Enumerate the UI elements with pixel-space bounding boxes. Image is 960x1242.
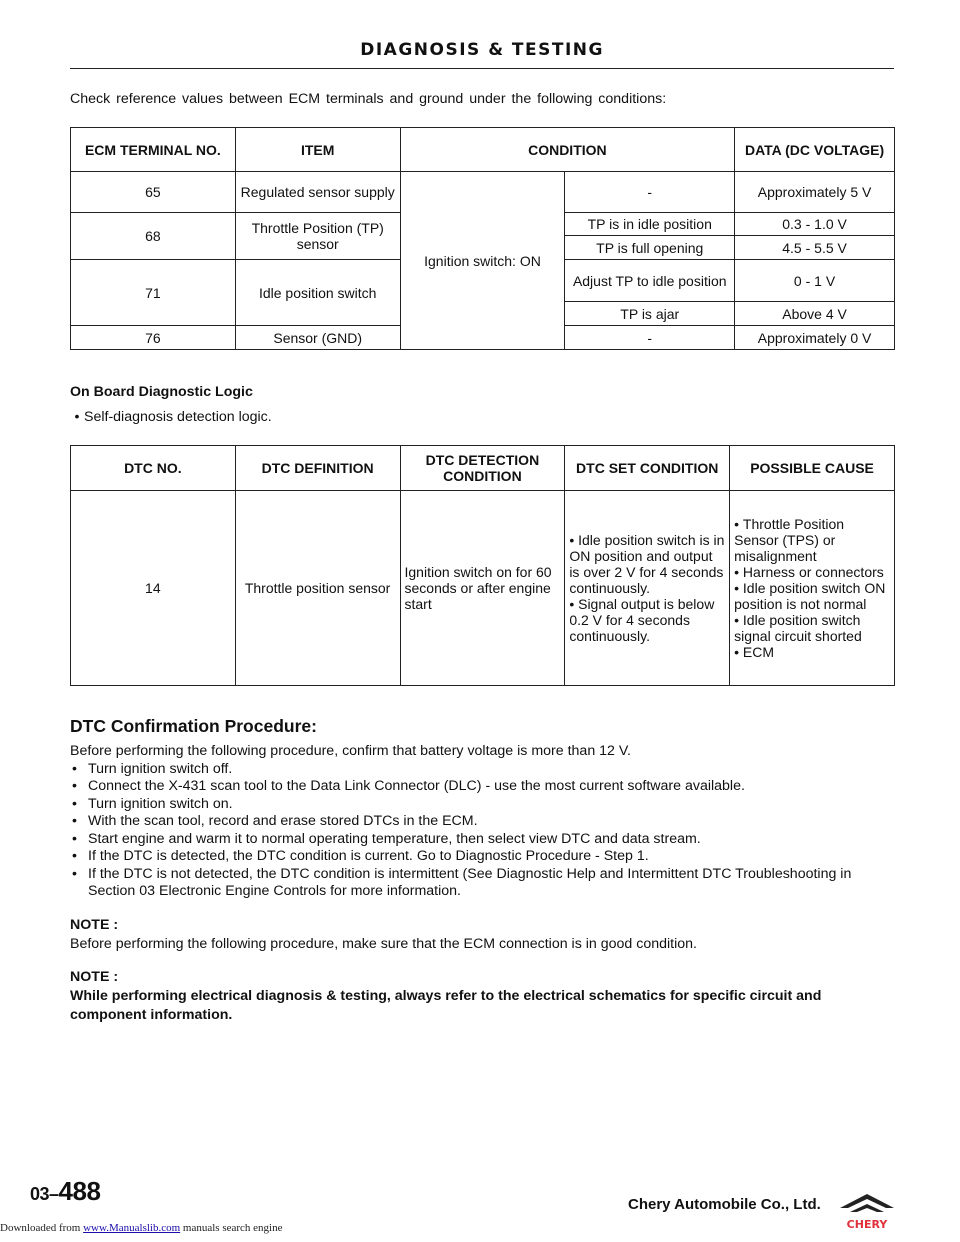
col-header-terminal: ECM TERMINAL NO. — [71, 128, 236, 172]
item-cell: Regulated sensor supply — [235, 172, 400, 213]
terminal-no: 71 — [71, 260, 236, 326]
col-header-dtc-definition: DTC DEFINITION — [235, 446, 400, 491]
dtc-table — [70, 445, 895, 686]
procedure-section — [70, 743, 895, 901]
list-item: • Idle position switch is in ON position and output is over 2 V for 4 seconds continuously. — [569, 532, 725, 596]
list-item: • Throttle Position Sensor (TPS) or misalignment — [734, 516, 845, 564]
dtc-definition-cell: Throttle position sensor — [235, 491, 400, 686]
procedure-intro: Before performing the following procedure, confirm that battery voltage is more than 12 V. — [70, 743, 631, 759]
download-watermark: Downloaded from www.Manualslib.com manuals search engine — [0, 1222, 283, 1234]
list-item: • Turn ignition switch off. — [70, 761, 895, 779]
condition-cell: Adjust TP to idle position — [565, 260, 735, 302]
table-row — [71, 491, 895, 686]
condition-cell: - — [565, 326, 735, 350]
chery-logo-icon — [836, 1190, 898, 1234]
page-number-value: 488 — [58, 1176, 101, 1206]
list-item: • If the DTC is not detected, the DTC condition is intermittent (See Diagnostic Help and Intermittent DTC Troubleshooting in Section 03 Electronic Engine Controls for more information. — [70, 866, 895, 901]
list-item: • Start engine and warm it to normal operating temperature, then select view DTC and data stream. — [70, 831, 895, 849]
obd-bullet-text: Self-diagnosis detection logic. — [84, 409, 272, 425]
list-item: • Harness or connectors — [734, 564, 884, 580]
page-number — [30, 1176, 100, 1207]
terminal-no: 65 — [71, 172, 236, 213]
data-cell: 0 - 1 V — [735, 260, 895, 302]
list-item: • Signal output is below 0.2 V for 4 seconds continuously. — [569, 596, 715, 644]
condition-cell: TP is in idle position — [565, 213, 735, 236]
condition-cell: - — [565, 172, 735, 213]
col-header-item: ITEM — [235, 128, 400, 172]
table-header-row — [71, 128, 895, 172]
page-title: DIAGNOSIS & TESTING — [360, 40, 604, 60]
list-item: • If the DTC is detected, the DTC condition is current. Go to Diagnostic Procedure - Step 1. — [70, 848, 895, 866]
page-prefix: 03– — [30, 1184, 59, 1204]
page-header — [70, 40, 894, 69]
item-cell: Sensor (GND) — [235, 326, 400, 350]
terminal-no: 76 — [71, 326, 236, 350]
note-2 — [70, 968, 895, 1025]
procedure-steps — [70, 761, 895, 901]
data-cell: 4.5 - 5.5 V — [735, 236, 895, 260]
condition-main: Ignition switch: ON — [400, 172, 565, 350]
table-row — [71, 172, 895, 213]
col-header-possible-cause: POSSIBLE CAUSE — [730, 446, 895, 491]
data-cell: Above 4 V — [735, 302, 895, 326]
logo-text: CHERY — [846, 1218, 888, 1231]
condition-cell: TP is ajar — [565, 302, 735, 326]
obd-bullet: • Self-diagnosis detection logic. — [74, 409, 272, 425]
section-heading: DTC Confirmation Procedure: — [70, 716, 317, 736]
terminal-no: 68 — [71, 213, 236, 260]
data-cell: Approximately 0 V — [735, 326, 895, 350]
condition-cell: TP is full opening — [565, 236, 735, 260]
table-header-row — [71, 446, 895, 491]
list-item: • With the scan tool, record and erase stored DTCs in the ECM. — [70, 813, 895, 831]
ecm-terminal-table — [70, 127, 895, 350]
col-header-set-condition: DTC SET CONDITION — [565, 446, 730, 491]
col-header-detection: DTC DETECTION CONDITION — [400, 446, 565, 491]
company-name: Chery Automobile Co., Ltd. — [628, 1196, 821, 1213]
col-header-condition: CONDITION — [400, 128, 735, 172]
list-item: • ECM — [734, 644, 775, 660]
dtc-cause-cell — [730, 491, 895, 686]
data-cell: 0.3 - 1.0 V — [735, 213, 895, 236]
list-item: • Idle position switch signal circuit shorted — [734, 612, 862, 644]
list-item: • Turn ignition switch on. — [70, 796, 895, 814]
obd-heading: On Board Diagnostic Logic — [70, 384, 253, 400]
list-item: • Idle position switch ON position is not normal — [734, 580, 886, 612]
item-cell: Throttle Position (TP) sensor — [235, 213, 400, 260]
note-label: NOTE : — [70, 917, 119, 933]
note-1 — [70, 916, 895, 954]
dtc-detection-cell: Ignition switch on for 60 seconds or after engine start — [400, 491, 565, 686]
note-text: Before performing the following procedure, make sure that the ECM connection is in good condition. — [70, 936, 697, 952]
intro-text: Check reference values between ECM terminals and ground under the following conditions: — [70, 91, 667, 107]
note-label: NOTE : — [70, 969, 119, 985]
manualslib-link[interactable]: www.Manualslib.com — [83, 1222, 181, 1234]
data-cell: Approximately 5 V — [735, 172, 895, 213]
dtc-set-cell — [565, 491, 730, 686]
col-header-data: DATA (DC VOLTAGE) — [735, 128, 895, 172]
col-header-dtc-no: DTC NO. — [71, 446, 236, 491]
list-item: • Connect the X-431 scan tool to the Data Link Connector (DLC) - use the most current software available. — [70, 778, 895, 796]
note-text: While performing electrical diagnosis & testing, always refer to the electrical schematics for specific circuit and component information. — [70, 988, 822, 1023]
dtc-no-cell: 14 — [71, 491, 236, 686]
item-cell: Idle position switch — [235, 260, 400, 326]
